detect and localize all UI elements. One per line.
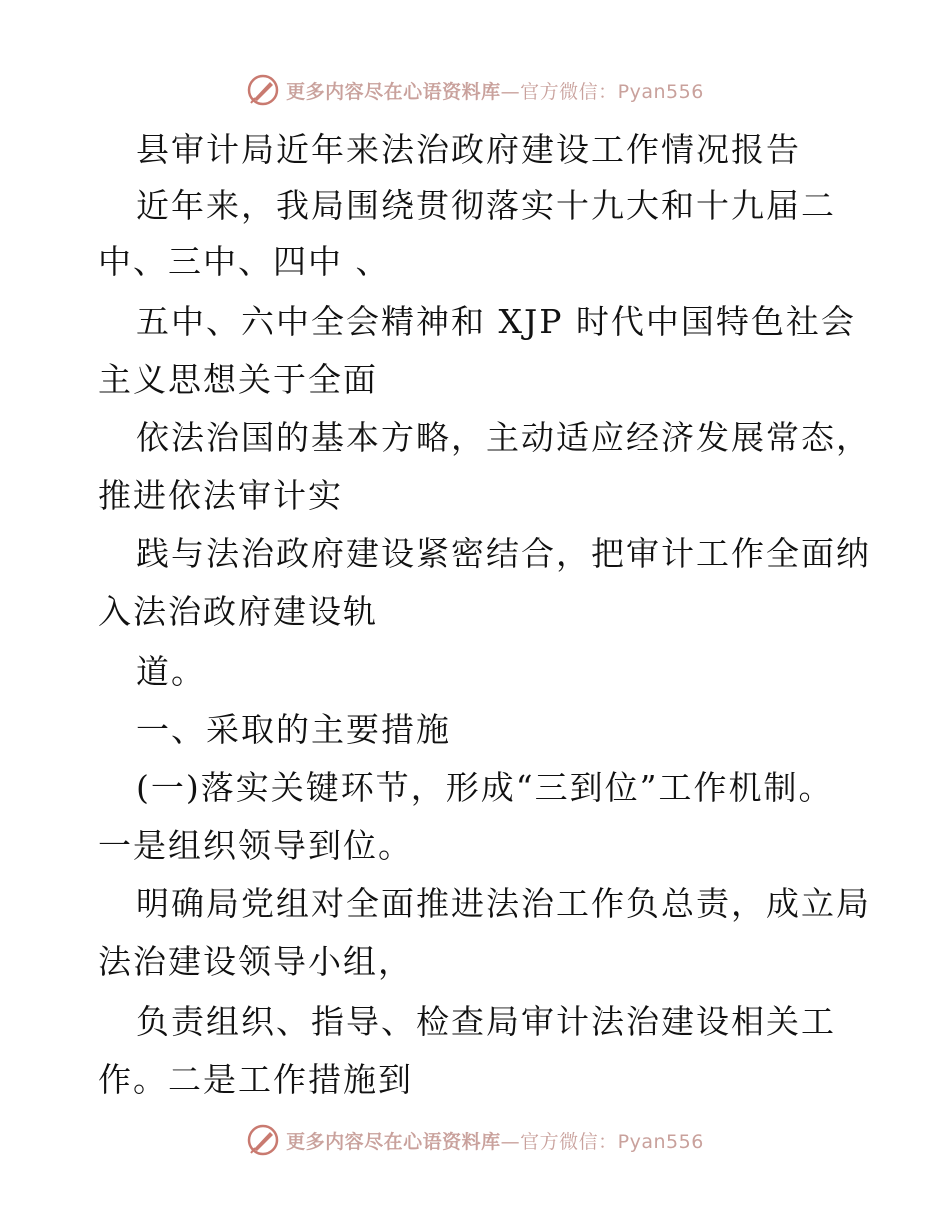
paragraph-line: 践与法治政府建设紧密结合，把审计工作全面纳 — [136, 534, 871, 573]
paragraph-line: 负责组织、指导、检查局审计法治建设相关工 — [136, 1002, 836, 1041]
section-heading: 一、采取的主要措施 — [136, 710, 451, 749]
paragraph-line: 一是组织领导到位。 — [98, 826, 413, 865]
paragraph-line: 法治建设领导小组， — [98, 942, 413, 981]
footer-watermark-banner — [0, 1120, 950, 1160]
paragraph-line: 道。 — [136, 652, 206, 691]
paragraph-line: 推进依法审计实 — [98, 476, 343, 515]
quill-pen-seal-icon — [246, 1123, 280, 1157]
quill-pen-seal-icon — [246, 73, 280, 107]
paragraph-line: 近年来，我局围绕贯彻落实十九大和十九届二 — [136, 186, 836, 225]
paragraph-line: 主义思想关于全面 — [98, 360, 378, 399]
header-watermark-banner — [0, 70, 950, 110]
banner-text: 更多内容尽在心语资料库—官方微信：Pyan556 — [286, 1130, 704, 1153]
document-title: 县审计局近年来法治政府建设工作情况报告 — [136, 130, 801, 169]
paragraph-line: 作。二是工作措施到 — [98, 1060, 413, 1099]
paragraph-line: 入法治政府建设轨 — [98, 592, 378, 631]
paragraph-line: 中、三中、四中 、 — [98, 242, 391, 281]
subsection-heading: (一)落实关键环节，形成“三到位”工作机制。 — [136, 768, 834, 807]
paragraph-line: 五中、六中全会精神和 XJP 时代中国特色社会 — [136, 302, 856, 341]
banner-text: 更多内容尽在心语资料库—官方微信：Pyan556 — [286, 80, 704, 103]
paragraph-line: 明确局党组对全面推进法治工作负总责，成立局 — [136, 884, 871, 923]
paragraph-line: 依法治国的基本方略，主动适应经济发展常态， — [136, 418, 871, 457]
